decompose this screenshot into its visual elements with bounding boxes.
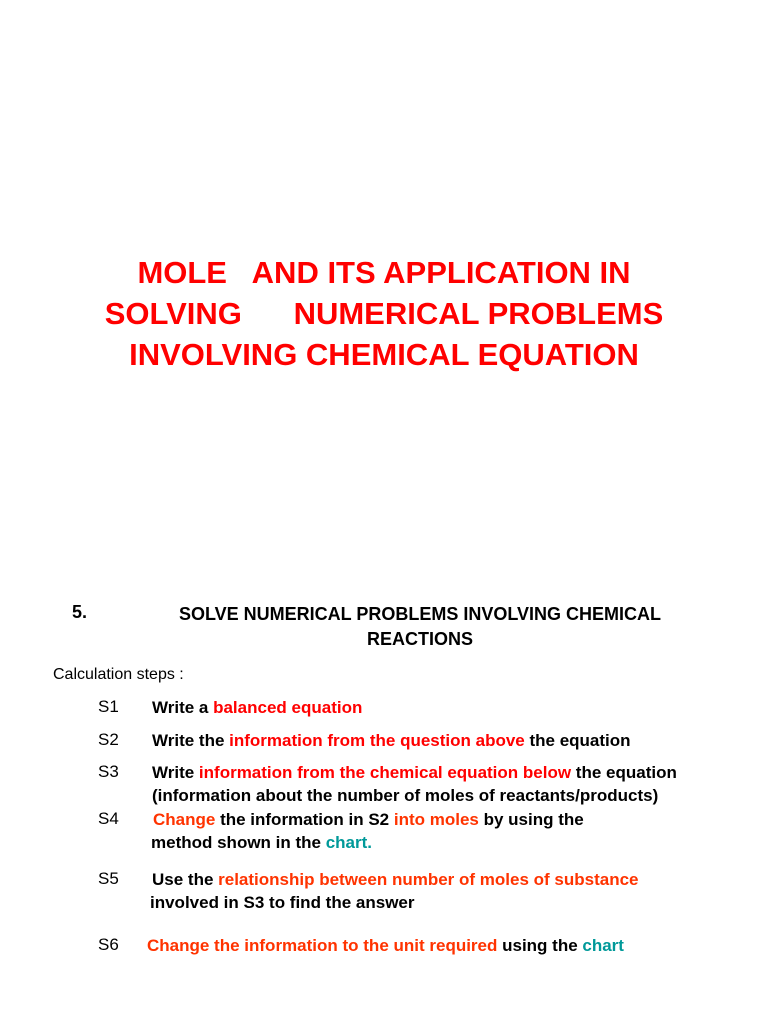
s4-highlight-change: Change: [153, 810, 216, 829]
s4-text-4: by using the: [478, 810, 584, 829]
step-label-s5: S5: [98, 869, 119, 888]
s3-text-1: Write: [152, 763, 199, 782]
s4-line-2: method shown in the: [151, 833, 326, 852]
s2-highlight: information from the question above: [229, 731, 525, 750]
s5-highlight: relationship between number of moles of substance: [218, 870, 639, 889]
step-label-s3: S3: [98, 762, 119, 781]
step-label-s6: S6: [98, 935, 119, 954]
step-text-s6: [147, 934, 624, 957]
s2-text-3: the equation: [524, 731, 631, 750]
title-line-2: SOLVING NUMERICAL PROBLEMS: [104, 296, 664, 331]
s4-chart-word: chart.: [325, 833, 373, 852]
step-text-s1: [152, 696, 362, 719]
step-text-s2: [152, 729, 631, 752]
step-text-s3: [152, 761, 677, 807]
section-heading-line-1: SOLVE NUMERICAL PROBLEMS INVOLVING CHEMICAL: [178, 604, 662, 624]
step-label-s2: S2: [98, 730, 119, 749]
calculation-steps-intro: Calculation steps :: [53, 666, 184, 683]
s5-text-1: Use the: [152, 870, 219, 889]
section-heading: [120, 602, 720, 652]
s3-text-3: the equation: [571, 763, 677, 782]
s6-highlight: Change the information to the unit required: [147, 936, 498, 955]
step-text-s5: [152, 868, 639, 914]
page-title: [0, 252, 768, 375]
s3-highlight: information from the chemical equation below: [198, 763, 572, 782]
s1-highlight: balanced equation: [213, 698, 363, 717]
s2-text-1: Write the: [152, 731, 230, 750]
s6-chart-word: chart: [582, 936, 624, 955]
s1-text-1: Write a: [152, 698, 214, 717]
s3-line-2: (information about the number of moles of reactants/products): [152, 786, 659, 805]
step-label-s1: S1: [98, 697, 119, 716]
step-text-s4: [153, 808, 584, 854]
section-heading-line-2: REACTIONS: [366, 629, 473, 649]
step-label-s4: S4: [98, 809, 119, 828]
title-line-3: INVOLVING CHEMICAL EQUATION: [129, 337, 639, 372]
title-line-1: MOLE AND ITS APPLICATION IN: [137, 255, 631, 290]
s5-line-2: involved in S3 to find the answer: [150, 893, 415, 912]
s4-text-2: the information in S2: [215, 810, 394, 829]
s6-text-2: using the: [497, 936, 583, 955]
s4-highlight-moles: into moles: [393, 810, 479, 829]
section-number: 5.: [72, 602, 88, 622]
